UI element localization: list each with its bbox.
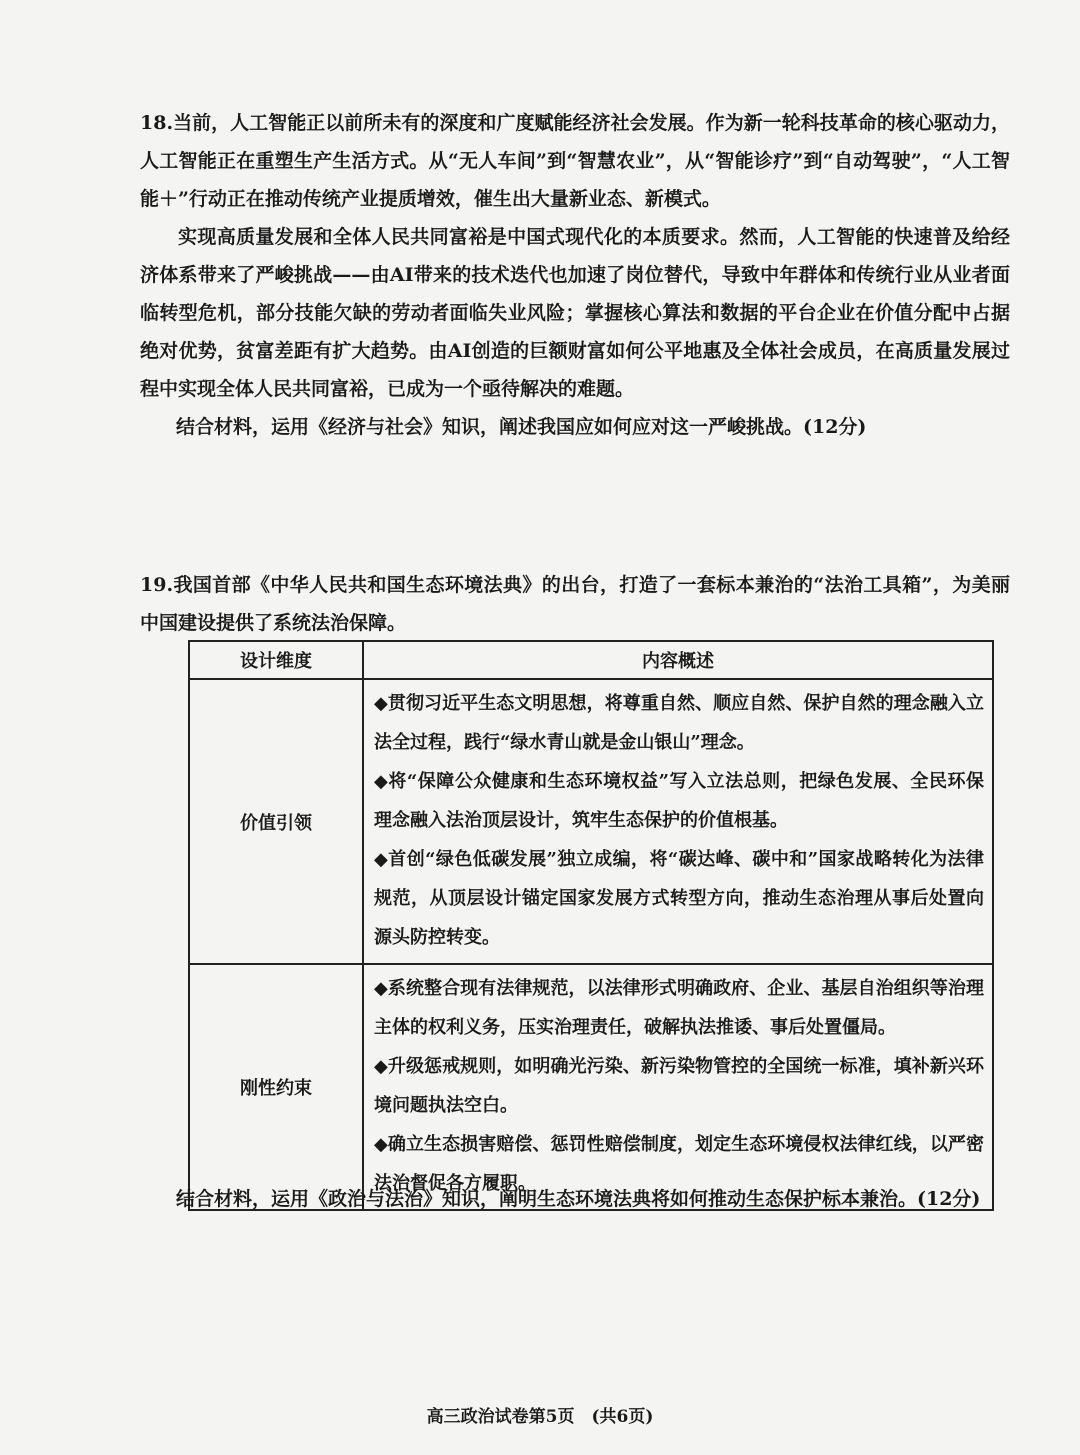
question-18: [140, 104, 1010, 446]
content-item: ◆确立生态损害赔偿、惩罚性赔偿制度，划定生态环境侵权法律红线，以严密法治督促各方履职。: [374, 1134, 984, 1194]
header-content: 内容概述: [363, 641, 993, 679]
law-design-table: [188, 640, 994, 1211]
q18-paragraph-2: 实现高质量发展和全体人民共同富裕是中国式现代化的本质要求。然而，人工智能的快速普及给经济体系带来了严峻挑战——由AI带来的技术迭代也加速了岗位替代，导致中年群体和传统行业从业者面临转型危机，部分技能欠缺的劳动者面临失业风险；掌握核心算法和数据的平台企业在价值分配中占据绝对优势，贫富差距有扩大趋势。由AI创造的巨额财富如何公平地惠及全体社会成员，在高质量发展过程中实现全体人民共同富裕，已成为一个亟待解决的难题。: [140, 226, 1010, 400]
q19-number: 19.: [140, 574, 174, 596]
q19-task: 结合材料，运用《政治与法治》知识，阐明生态环境法典将如何推动生态保护标本兼治。(12分): [176, 1188, 981, 1210]
content-item: ◆贯彻习近平生态文明思想，将尊重自然、顺应自然、保护自然的理念融入立法全过程，践行“绿水青山就是金山银山”理念。: [374, 693, 984, 753]
header-dimension: 设计维度: [189, 641, 363, 679]
row-dimension: 刚性约束: [189, 964, 363, 1210]
q19-intro: 19.我国首部《中华人民共和国生态环境法典》的出台，打造了一套标本兼治的“法治工具箱”，为美丽中国建设提供了系统法治保障。: [140, 574, 1010, 634]
q18-paragraph-1: 18.当前，人工智能正以前所未有的深度和广度赋能经济社会发展。作为新一轮科技革命的核心驱动力，人工智能正在重塑生产生活方式。从“无人车间”到“智慧农业”，从“智能诊疗”到“自动驾驶”，“人工智能＋”行动正在推动传统产业提质增效，催生出大量新业态、新模式。: [140, 112, 1010, 210]
content-item: ◆将“保障公众健康和生态环境权益”写入立法总则，把绿色发展、全民环保理念融入法治顶层设计，筑牢生态保护的价值根基。: [374, 771, 984, 831]
page-footer: 高三政治试卷第5页 (共6页): [426, 1407, 654, 1427]
row-dimension: 价值引领: [189, 679, 363, 964]
table-row: [189, 964, 993, 1210]
table-header-row: [189, 641, 993, 679]
table-row: [189, 679, 993, 964]
question-19: [140, 566, 1010, 642]
content-item: ◆升级惩戒规则，如明确光污染、新污染物管控的全国统一标准，填补新兴环境问题执法空白。: [374, 1056, 984, 1116]
row-content: [363, 964, 993, 1210]
row-content: [363, 679, 993, 964]
q18-number: 18.: [140, 112, 174, 134]
content-item: ◆首创“绿色低碳发展”独立成编，将“碳达峰、碳中和”国家战略转化为法律规范，从顶层设计锚定国家发展方式转型方向，推动生态治理从事后处置向源头防控转变。: [374, 849, 984, 948]
q18-task: 结合材料，运用《经济与社会》知识，阐述我国应如何应对这一严峻挑战。(12分): [176, 416, 867, 438]
content-item: ◆系统整合现有法律规范，以法律形式明确政府、企业、基层自治组织等治理主体的权利义务，压实治理责任，破解执法推诿、事后处置僵局。: [374, 978, 984, 1038]
